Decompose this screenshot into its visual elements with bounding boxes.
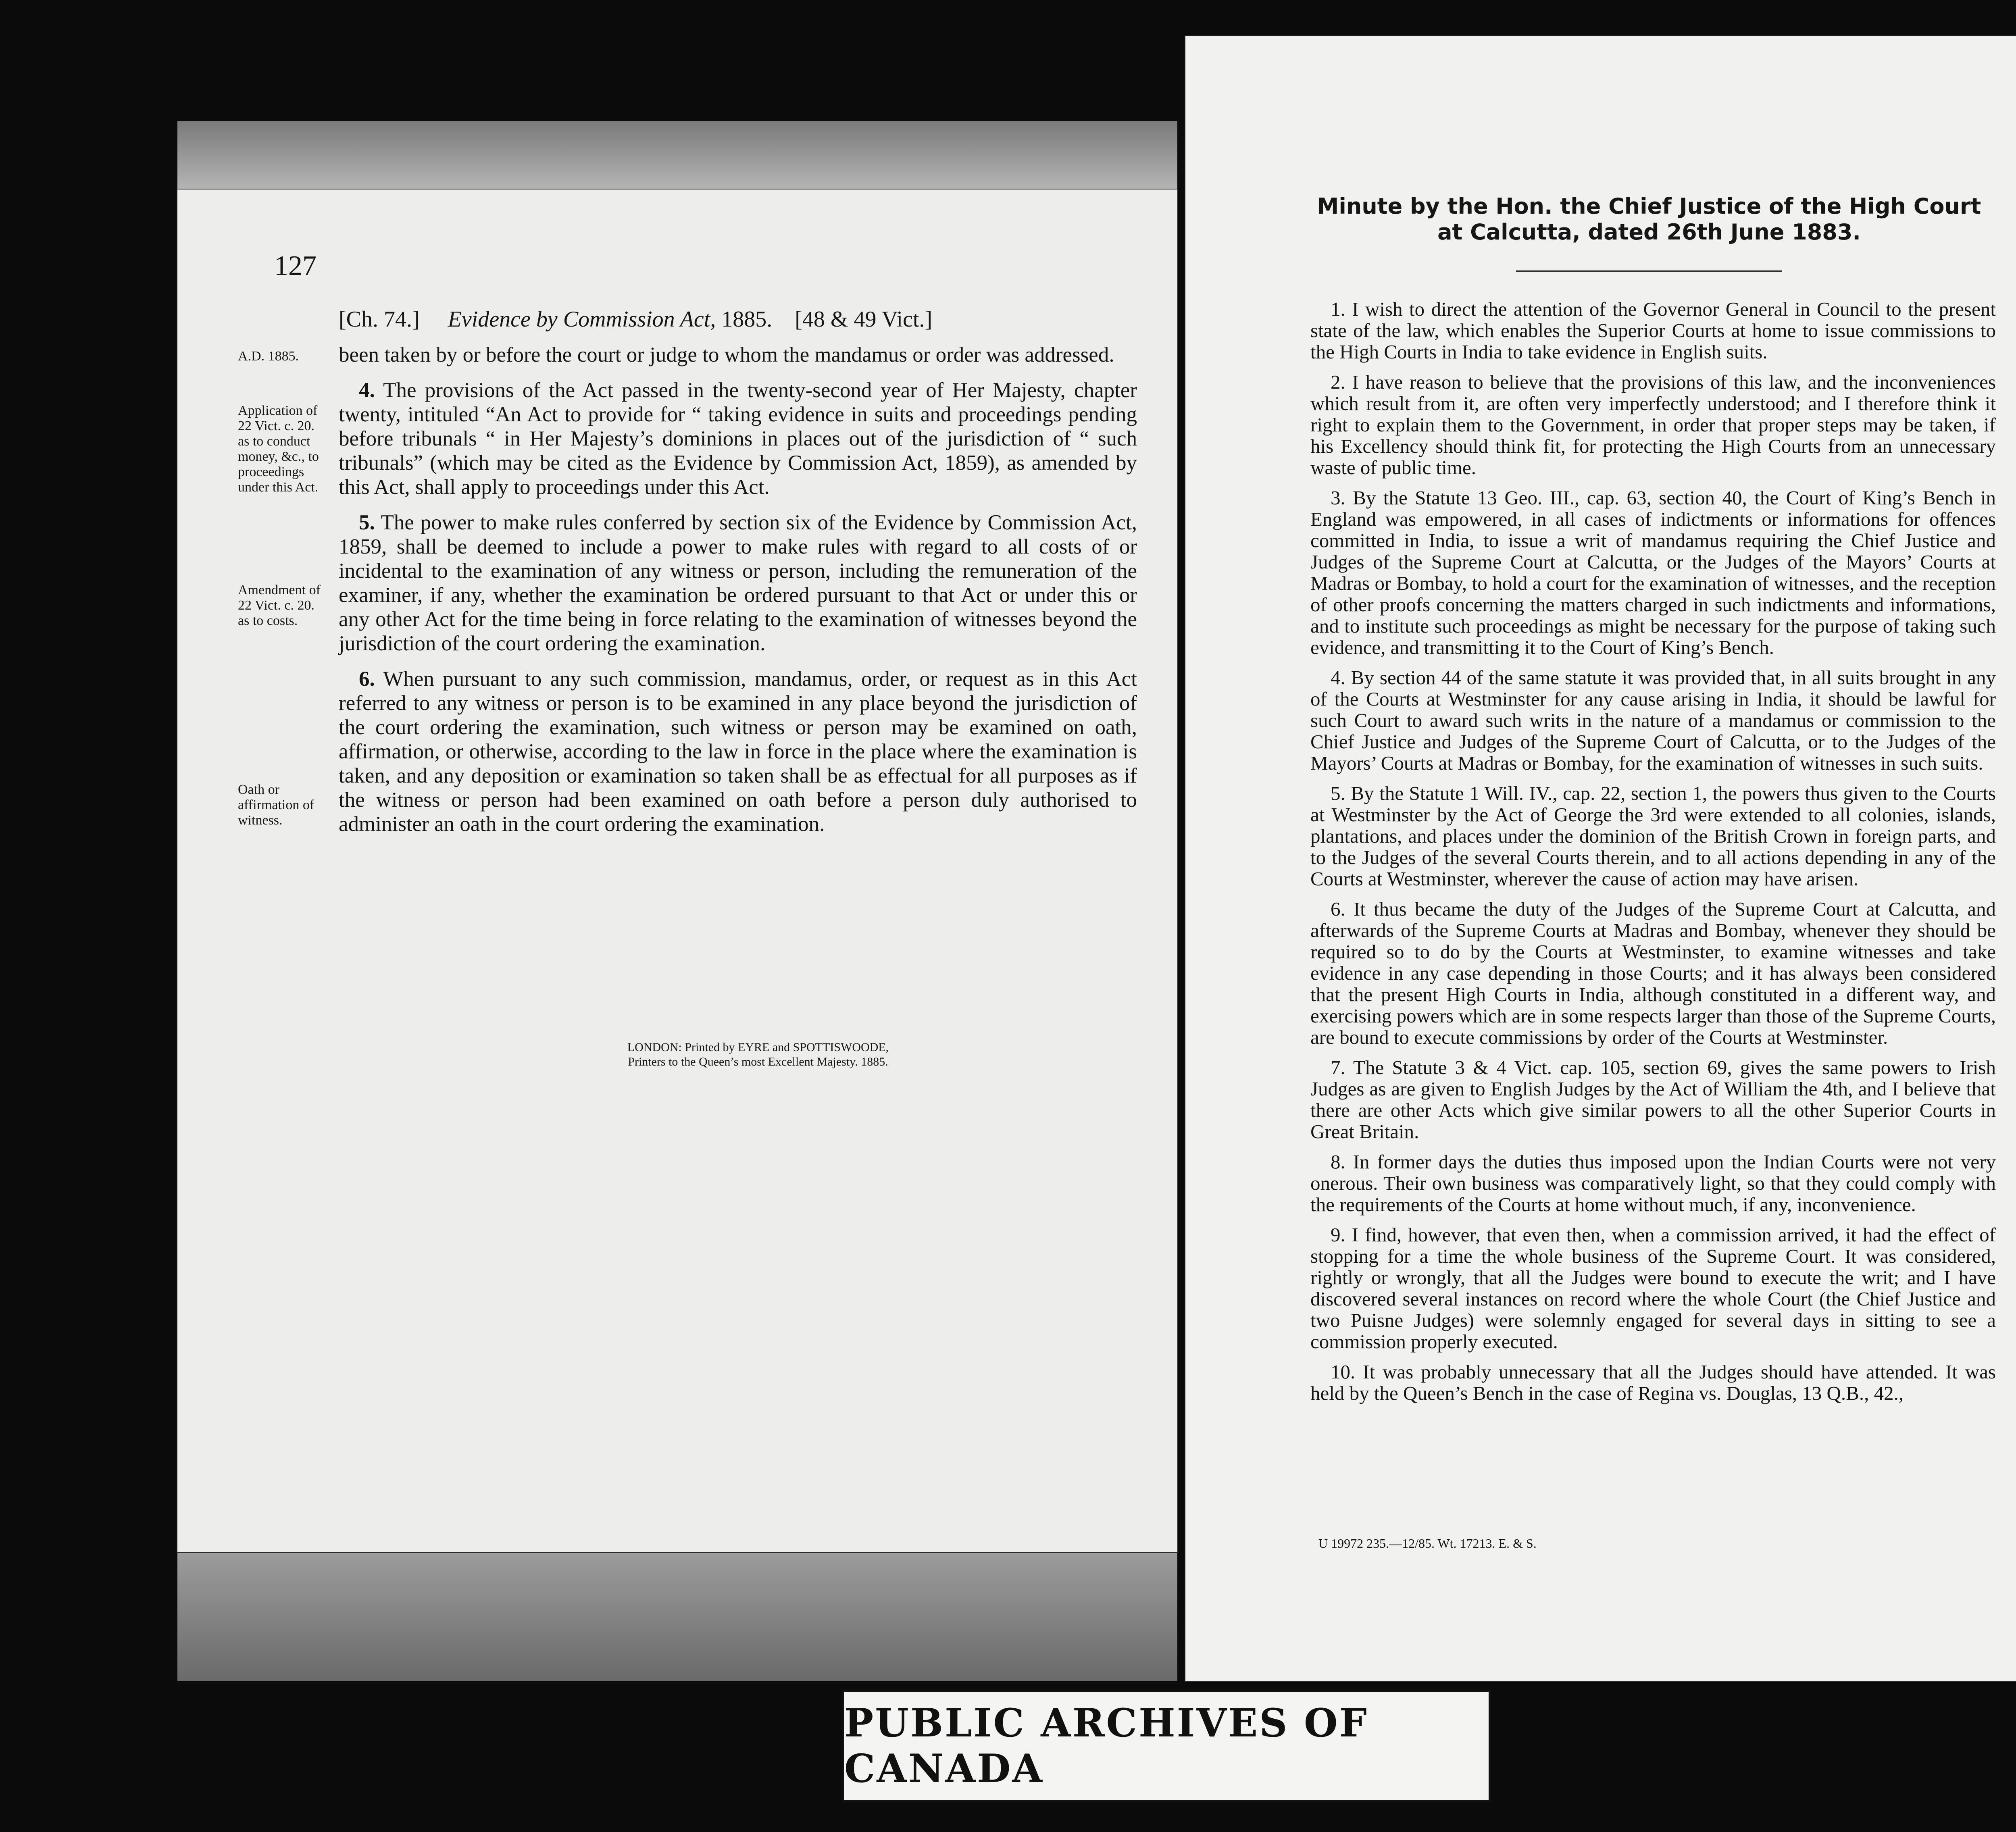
paragraph: 10. It was probably unnecessary that all the Judges should have attended. It was held by the Queen’s Bench in the case of Regina vs. Douglas, 13 Q.B., 42.,	[1310, 1361, 1996, 1404]
running-head-title: Evidence by Commission Act,	[448, 307, 716, 332]
paragraph: 8. In former days the duties thus imposed upon the Indian Courts were not very onerous. Their own business was comparatively light, so that they could comply with the requirements of the Courts at home without much, if any, inconvenience.	[1310, 1151, 1996, 1216]
left-body-text	[339, 343, 1137, 847]
running-head-chapter: [Ch. 74.]	[339, 307, 420, 332]
left-page	[177, 189, 1177, 1552]
scan-edge-bottom-left	[177, 1552, 1177, 1681]
title-line: at Calcutta, dated 26th June 1883.	[1437, 219, 1861, 245]
paragraph: 3. By the Statute 13 Geo. III., cap. 63, section 40, the Court of King’s Bench in England was empowered, in all cases of indictments or informations for offences committed in India, to issue a writ of mandamus requiring the Chief Justice and Judges of the Supreme Court at Calcutta, or the Judges of the Mayors’ Courts at Madras or Bombay, to hold a court for the examination of witnesses, and the reception of other proofs concerning the matters charged in such indictments and informations, and to institute such proceedings as might be necessary for the purpose of taking such evidence, and transmitting it to the Court of King’s Bench.	[1310, 487, 1996, 658]
print-code: U 19972 235.—12/85. Wt. 17213. E. & S.	[1318, 1536, 1537, 1551]
title-line: Minute by the Hon. the Chief Justice of the High Court	[1317, 194, 1981, 219]
paragraph: 4. By section 44 of the same statute it was provided that, in all suits brought in any of the Courts at Westminster for any cause arising in India, it should be lawful for such Court to award such writs in the nature of a mandamus or commission to the Chief Justice and Judges of the Supreme Court of Calcutta, or to the Judges of the Mayors’ Courts at Madras or Bombay, for the examination of witnesses in such suits.	[1310, 666, 1996, 774]
running-head-regnal: [48 & 49 Vict.]	[795, 307, 933, 332]
paragraph: 1. I wish to direct the attention of the Governor General in Council to the present state of the law, which enables the Superior Courts at home to issue commissions to the High Courts in India to take evidence in English suits.	[1310, 298, 1996, 363]
page-number-left: 127	[274, 250, 317, 281]
margin-note: Application of 22 Vict. c. 20. as to conduct money, &c., to proceedings under this Act.	[238, 403, 319, 495]
margin-note: Oath or affirmation of witness.	[238, 782, 314, 828]
document-title	[1306, 194, 1992, 245]
title-rule	[1516, 270, 1782, 272]
paragraph-4: 4. The provisions of the Act passed in the twenty-second year of Her Majesty, chapter twenty, intituled “An Act to provide for “ taking evidence in suits and proceedings pending before tribunals “ in Her Majesty’s dominions in places out of the jurisdiction of “ such tribunals” (which may be cited as the Evidence by Commission Act, 1859), as amended by this Act, shall apply to proceedings under this Act.	[339, 379, 1137, 499]
margin-note: Amendment of 22 Vict. c. 20. as to costs.	[238, 583, 321, 628]
running-head-year: 1885.	[721, 307, 773, 332]
paragraph-6: 6. When pursuant to any such commission, mandamus, order, or request as in this Act referred to any witness or person is to be examined in any place beyond the jurisdiction of the court ordering the examination, such witness or person may be examined on oath, affirmation, or otherwise, according to the law in force in the place where the examination is taken, and any deposition or examination so taken shall be as effectual for all purposes as if the witness or person had been examined on oath before a person duly authorised to administer an oath in the court ordering the examination.	[339, 667, 1137, 836]
paragraph: 9. I find, however, that even then, when a commission arrived, it had the effect of stopping for a time the whole business of the Supreme Court. It was considered, rightly or wrongly, that all the Judges were bound to execute the writ; and I have discovered several instances on record where the whole Court (the Chief Justice and two Puisne Judges) were solemnly engaged for several days in sitting to see a commission properly executed.	[1310, 1224, 1996, 1353]
right-body-text	[1310, 298, 1996, 1413]
imprint-line: LONDON: Printed by EYRE and SPOTTISWOODE,	[627, 1041, 889, 1054]
paragraph: 7. The Statute 3 & 4 Vict. cap. 105, section 69, gives the same powers to Irish Judges as are given to English Judges by the Act of William the 4th, and I believe that there are other Acts which give similar powers to all the other Superior Courts in Great Britain.	[1310, 1056, 1996, 1143]
imprint-line: Printers to the Queen’s most Excellent Majesty. 1885.	[628, 1055, 888, 1068]
running-head	[339, 306, 932, 332]
scan-edge-top-left	[177, 121, 1177, 194]
paragraph-5: 5. The power to make rules conferred by section six of the Evidence by Commission Act, 1859, shall be deemed to include a power to make rules with regard to all costs of or incidental to the examination of any witness or person, including the remuneration of the examiner, if any, whether the examination be ordered pursuant to that Act or under this or any other Act for the time being in force relating to the examination of witnesses beyond the jurisdiction of the court ordering the examination.	[339, 511, 1137, 655]
paragraph: been taken by or before the court or judge to whom the mandamus or order was addressed.	[339, 343, 1114, 366]
paragraph: 5. By the Statute 1 Will. IV., cap. 22, section 1, the powers thus given to the Courts at Westminster by the Act of George the 3rd were extended to all colonies, islands, plantations, and places under the dominion of the British Crown in foreign parts, and to the Judges of the several Courts therein, and to all actions depending in any of the Courts at Westminster, wherever the cause of action may have arisen.	[1310, 782, 1996, 890]
paragraph: 6. It thus became the duty of the Judges of the Supreme Court at Calcutta, and afterwards of the Supreme Courts at Madras and Bombay, whenever they should be required so to do by the Courts at Westminster, to examine witnesses and take evidence in any case depending in those Courts; and it has always been considered that the present High Courts in India, although constituted in a different way, and exercising powers which are in some respects larger than those of the Supreme Courts, are bound to execute commissions by order of the Courts at Westminster.	[1310, 898, 1996, 1048]
archive-label: PUBLIC ARCHIVES OF CANADA	[842, 1689, 1491, 1802]
paragraph: 2. I have reason to believe that the provisions of this law, and the inconveniences which result from it, are often very imperfectly understood; and I therefore think it right to explain them to the Government, in order that proper steps may be taken, if his Excellency should think fit, for protecting the High Courts from an unnecessary waste of public time.	[1310, 371, 1996, 479]
printer-imprint	[435, 1040, 1081, 1069]
right-page	[1185, 36, 2016, 1681]
margin-note: A.D. 1885.	[238, 349, 299, 364]
